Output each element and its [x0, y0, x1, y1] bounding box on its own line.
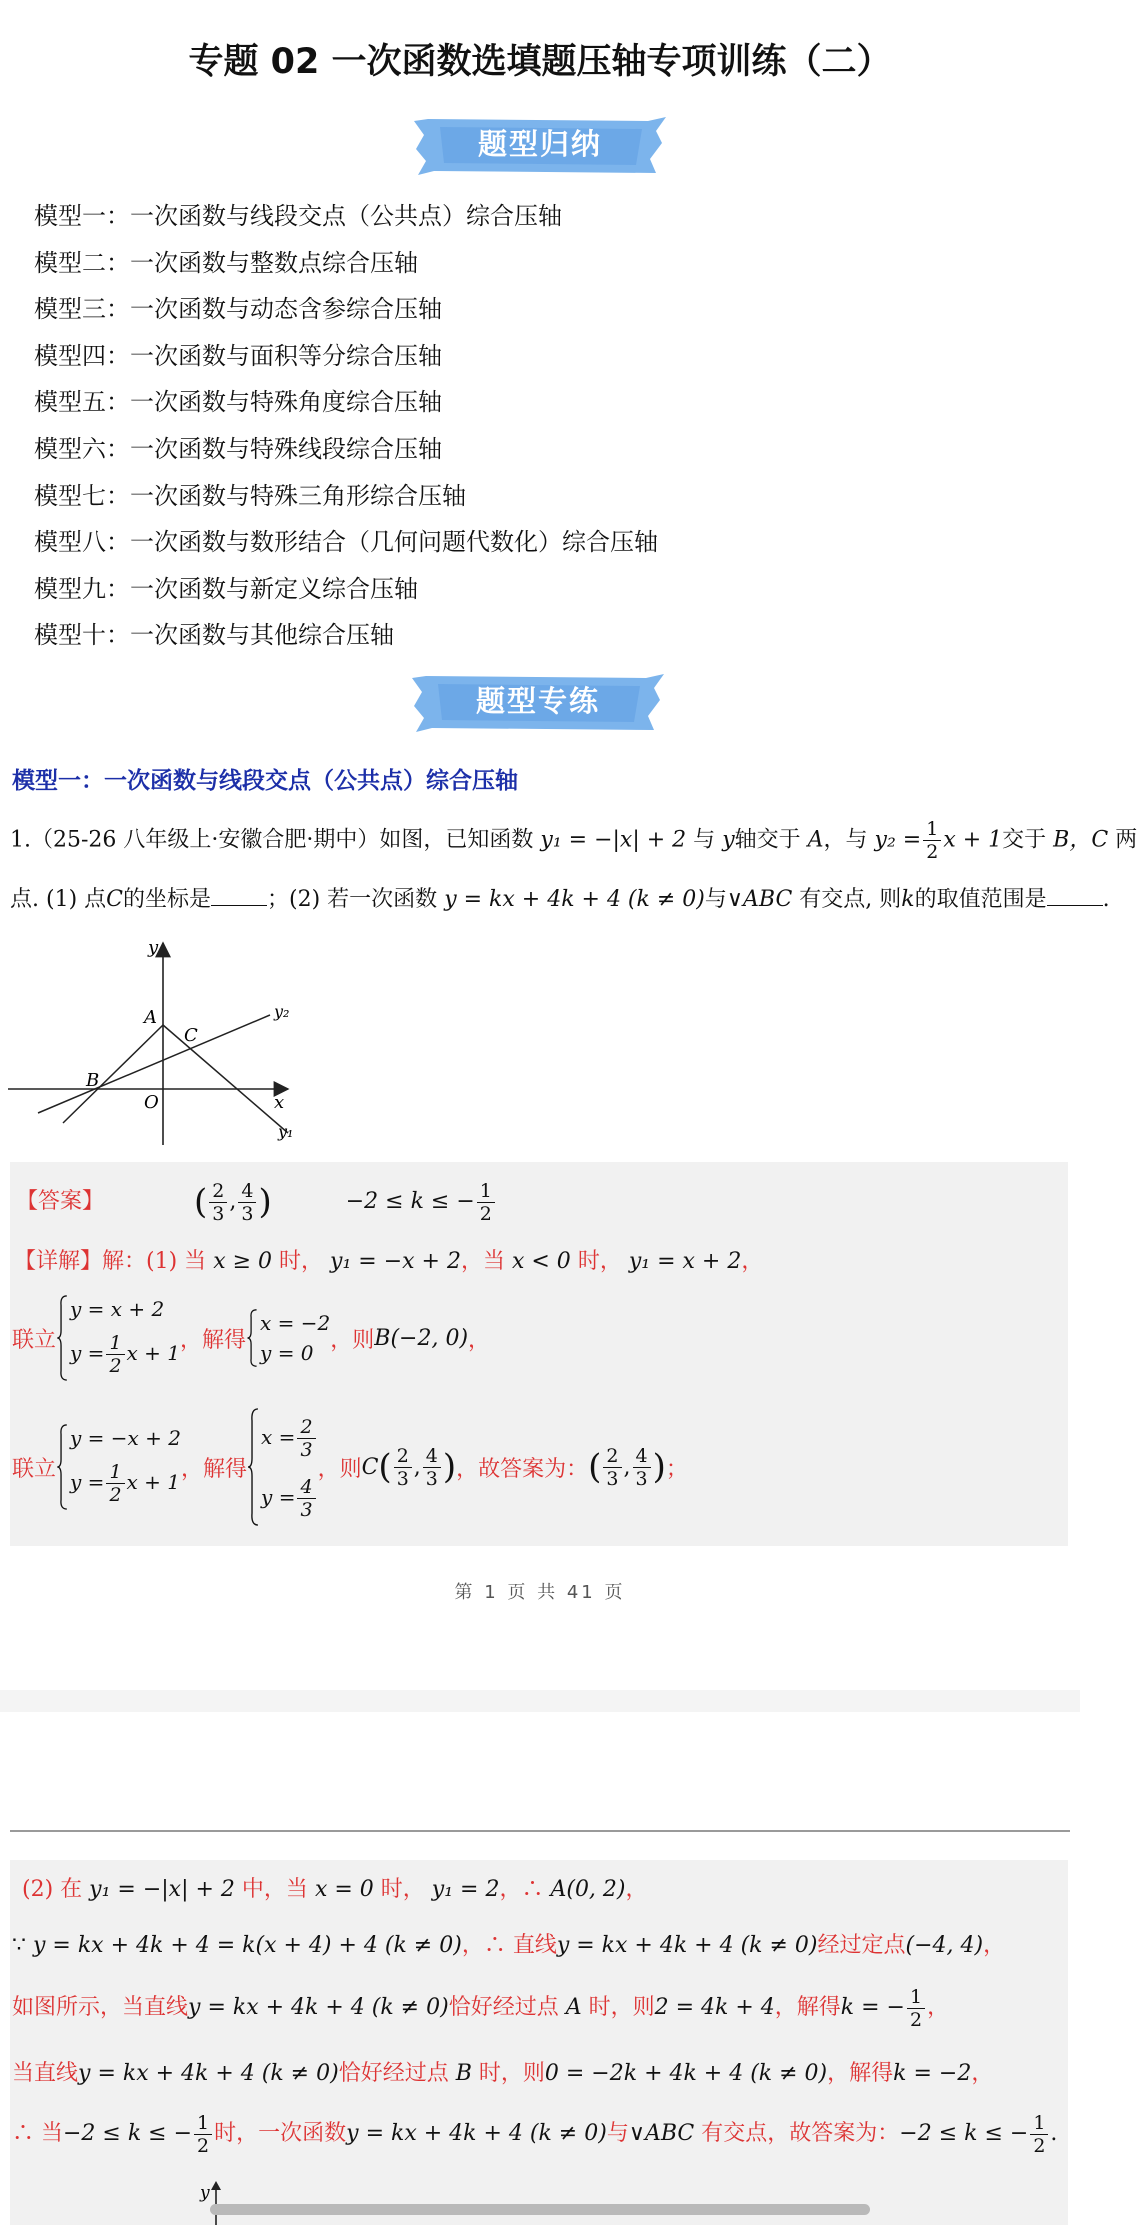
math-expr: 2 = 4k + 4 — [654, 1995, 775, 2020]
fraction — [923, 818, 941, 863]
question-text: 的取值范围是 — [914, 887, 1047, 912]
math-point: C — [106, 887, 123, 912]
math-expr: x = — [261, 1425, 296, 1449]
equation-system — [56, 1423, 181, 1511]
detail-line-2 — [12, 1288, 490, 1388]
fraction — [297, 1416, 315, 1461]
equation-system — [56, 1294, 180, 1382]
detail-text: 中，当 — [241, 1877, 308, 1902]
fraction — [633, 1445, 651, 1490]
detail-text: ， — [625, 1877, 648, 1902]
math-expr: y₁ = −x + 2 — [330, 1249, 461, 1274]
detail-text: ， — [927, 1995, 950, 2020]
fraction — [603, 1445, 621, 1490]
detail-text: ，故答案为： — [456, 1456, 589, 1482]
list-item: 模型九：一次函数与新定义综合压轴 — [34, 574, 418, 603]
detail-text: . — [1050, 2121, 1058, 2146]
list-item: 模型一：一次函数与线段交点（公共点）综合压轴 — [34, 202, 562, 230]
fraction — [209, 1180, 227, 1225]
graph-x-label: x — [274, 1092, 285, 1113]
math-expr: A(0, 2) — [550, 1877, 626, 1902]
math-expr: A — [565, 1995, 582, 2020]
fraction — [423, 1445, 441, 1490]
graph-point-c: C — [184, 1025, 198, 1046]
detail-text: ， — [971, 2061, 994, 2086]
frac-num: 1 — [907, 1986, 925, 2009]
math-expr: y = — [70, 1470, 105, 1494]
fraction — [477, 1180, 495, 1225]
math-var: y — [722, 827, 735, 853]
answer-tag: 【答案】 — [16, 1189, 105, 1214]
math-expr: y₁ = x + 2 — [628, 1249, 742, 1274]
system-row: y = −x + 2 — [70, 1426, 182, 1450]
question-text: 与 — [693, 827, 716, 853]
math-expr: x < 0 — [511, 1249, 571, 1274]
frac-num: 1 — [477, 1180, 495, 1203]
frac-num: 1 — [923, 818, 941, 841]
frac-num: 4 — [423, 1445, 441, 1468]
page-break — [0, 1690, 1080, 1712]
question-line-2 — [10, 880, 1110, 920]
math-expr: y = kx + 4k + 4 (k ≠ 0) — [188, 1995, 449, 2020]
p2-line-2 — [12, 1928, 1005, 1959]
answer-line: 【答案】 ( $\frac{2}{3}$ , $\frac{4}{3}$ ) −2 ≤ k ≤ − $\frac{1}{2}$ — [16, 1172, 497, 1232]
graph-y2-label: y₂ — [274, 1002, 290, 1021]
frac-num: 1 — [1030, 2112, 1048, 2135]
p2-line-5 — [12, 2104, 1057, 2164]
frac-den: 2 — [197, 2134, 210, 2157]
detail-text: ，∴ — [499, 1877, 544, 1902]
scrollbar[interactable] — [210, 2204, 870, 2215]
frac-num: 2 — [209, 1180, 227, 1203]
math-var: k — [901, 887, 915, 912]
question-text: 的坐标是 — [123, 887, 212, 912]
frac-num: 2 — [394, 1445, 412, 1468]
math-expr: x = 0 — [314, 1877, 374, 1902]
math-expr: y = kx + 4k + 4 (k ≠ 0) — [78, 2061, 339, 2086]
math-expr: y₁ = −|x| + 2 — [89, 1877, 235, 1902]
brace-icon — [246, 1308, 258, 1368]
summary-banner — [410, 113, 670, 179]
detail-text: 时， — [380, 1877, 425, 1902]
detail-text: 时，则 — [478, 2061, 545, 2086]
list-item: 模型四：一次函数与面积等分综合压轴 — [34, 341, 442, 370]
detail-text: ，解得 — [827, 2061, 894, 2086]
detail-text: (2) 在 — [22, 1877, 83, 1902]
fraction — [106, 1461, 124, 1506]
detail-text: ， — [741, 1249, 764, 1274]
detail-text: ，∴ 直线 — [461, 1933, 557, 1958]
question-text: ；(2) 若一次函数 — [267, 887, 438, 912]
math-expr: C — [361, 1454, 379, 1480]
frac-den: 2 — [109, 1484, 122, 1506]
detail-text: ，则 — [330, 1327, 375, 1353]
detail-text: 时， — [279, 1249, 324, 1274]
detail-text: ，则 — [317, 1456, 362, 1482]
math-expr: −2 ≤ k ≤ − — [899, 2121, 1029, 2146]
frac-den: 3 — [212, 1202, 225, 1225]
list-item: 模型三：一次函数与动态含参综合压轴 — [34, 295, 442, 324]
question-text: 点. (1) 点 — [10, 887, 107, 912]
frac-num: 4 — [297, 1476, 315, 1499]
detail-text: 时， — [577, 1249, 622, 1274]
frac-num: 1 — [194, 2112, 212, 2135]
question-text: 如图，已知函数 — [379, 827, 534, 853]
frac-num: 4 — [633, 1445, 651, 1468]
math-expr: k = −2 — [893, 2061, 972, 2086]
frac-den: 3 — [241, 1202, 254, 1225]
y1-right-line — [163, 1025, 288, 1133]
frac-den: 3 — [425, 1467, 438, 1490]
answer-blank — [1047, 883, 1103, 906]
question-text: ，与 — [823, 827, 868, 853]
math-expr: B(−2, 0) — [374, 1325, 469, 1351]
page-divider — [10, 1830, 1070, 1832]
answer-panel-continued — [10, 1860, 1068, 2225]
answer-range: −2 ≤ k ≤ − — [345, 1189, 475, 1214]
frac-den: 2 — [109, 1355, 122, 1377]
fraction — [106, 1332, 124, 1377]
math-y1: y₁ = −|x| + 2 — [540, 827, 687, 853]
summary-banner-label: 题型归纳 — [477, 127, 602, 161]
detail-text: 联立 — [12, 1456, 57, 1482]
detail-text: 恰好经过点 — [338, 2061, 449, 2086]
math-y2: y₂ = — [874, 827, 922, 853]
frac-num: 4 — [238, 1180, 256, 1203]
detail-text: 联立 — [12, 1327, 57, 1353]
detail-tag: 【详解】 — [14, 1249, 103, 1274]
frac-den: 3 — [300, 1439, 313, 1461]
system-row — [70, 1324, 180, 1382]
detail-text: ； — [665, 1456, 688, 1482]
fraction — [1030, 2112, 1048, 2157]
math-expr: y = kx + 4k + 4 = k(x + 4) + 4 (k ≠ 0) — [33, 1933, 462, 1958]
system-row: y = x + 2 — [70, 1297, 165, 1321]
question-text: 与 — [704, 887, 727, 912]
graph-point-b: B — [86, 1070, 100, 1091]
question-number: 1. — [10, 827, 31, 853]
math-expr: x + 1 — [126, 1470, 181, 1494]
fraction — [238, 1180, 256, 1225]
graph-y-label: y — [200, 2183, 210, 2203]
system-row: y = 0 — [260, 1341, 314, 1365]
math-expr: y = — [70, 1341, 105, 1365]
detail-text: 时，一次函数 — [214, 2121, 347, 2146]
fraction — [297, 1476, 315, 1521]
question-text: 交于 — [1002, 827, 1047, 853]
math-expr: x ≥ 0 — [213, 1249, 273, 1274]
graph-origin-label: O — [144, 1092, 159, 1113]
function-graph — [8, 935, 308, 1150]
detail-text: ，解得 — [180, 1327, 247, 1353]
fraction — [194, 2112, 212, 2157]
question-text: 两 — [1115, 827, 1137, 853]
math-point: A — [807, 827, 824, 853]
list-item: 模型十：一次函数与其他综合压轴 — [34, 621, 394, 650]
model-list — [34, 198, 658, 664]
question-text: . — [1102, 887, 1110, 912]
math-expr: (−4, 4) — [905, 1933, 984, 1958]
detail-text: 与 — [606, 2121, 629, 2146]
frac-num: 2 — [297, 1416, 315, 1439]
math-expr: y₁ = 2 — [431, 1877, 500, 1902]
question-text: 轴交于 — [734, 827, 801, 853]
list-item: 模型五：一次函数与特殊角度综合压轴 — [34, 388, 442, 417]
math-point: B，C — [1053, 827, 1109, 853]
detail-text: 当直线 — [12, 2061, 79, 2086]
math-expr: y = kx + 4k + 4 (k ≠ 0) — [346, 2121, 607, 2146]
frac-den: 2 — [1033, 2134, 1046, 2157]
math-expr: B — [455, 2061, 472, 2086]
solution-system — [247, 1407, 318, 1527]
partial-graph — [196, 2178, 236, 2225]
frac-den: 3 — [606, 1467, 619, 1490]
frac-den: 2 — [909, 2008, 923, 2031]
page-title: 专题 02 一次函数选填题压轴专项训练（二） — [188, 42, 892, 82]
math-y2: x + 1 — [943, 827, 1003, 853]
system-row: x = −2 — [260, 1311, 331, 1335]
list-item: 模型六：一次函数与特殊线段综合压轴 — [34, 434, 442, 463]
detail-text: 时，则 — [588, 1995, 655, 2020]
detail-text: ∴ 当 — [12, 2121, 63, 2146]
p2-line-3 — [12, 1978, 949, 2038]
solution-system — [246, 1308, 330, 1368]
practice-banner — [408, 670, 668, 736]
graph-y-label: y — [148, 937, 159, 958]
graph-y1-label: y₁ — [278, 1122, 294, 1141]
fraction — [907, 1986, 925, 2031]
fraction — [394, 1445, 412, 1490]
detail-text: 恰好经过点 — [448, 1995, 559, 2020]
brace-icon — [247, 1407, 259, 1527]
detail-text: ，当 — [460, 1249, 505, 1274]
brace-icon — [56, 1294, 68, 1382]
practice-banner-label: 题型专练 — [475, 684, 600, 718]
math-expr: k = − — [840, 1995, 905, 2020]
detail-text: ， — [983, 1933, 1006, 1958]
frac-den: 3 — [396, 1467, 409, 1490]
math-expr: y = — [261, 1485, 296, 1509]
list-item: 模型二：一次函数与整数点综合压轴 — [34, 248, 418, 277]
math-triangle: ∨ABC — [726, 887, 793, 912]
detail-text: ，解得 — [774, 1995, 841, 2020]
brace-icon — [56, 1423, 68, 1511]
math-expr: x + 1 — [126, 1341, 181, 1365]
detail-line-1 — [14, 1244, 763, 1280]
system-row — [70, 1453, 181, 1511]
answer-blank — [211, 883, 267, 906]
frac-den: 2 — [479, 1202, 492, 1225]
frac-den: 3 — [300, 1499, 313, 1521]
graph-point-a: A — [144, 1007, 157, 1028]
frac-num: 1 — [106, 1461, 124, 1484]
system-row — [261, 1467, 318, 1527]
p2-line-1 — [22, 1872, 648, 1903]
math-expr: ∨ABC — [628, 2121, 695, 2146]
frac-den: 3 — [635, 1467, 648, 1490]
frac-num: 1 — [106, 1332, 124, 1355]
math-expr: −2 ≤ k ≤ − — [63, 2121, 193, 2146]
frac-num: 2 — [603, 1445, 621, 1468]
math-expr: 0 = −2k + 4k + 4 (k ≠ 0) — [544, 2061, 828, 2086]
question-line-1 — [10, 818, 1137, 863]
list-item: 模型七：一次函数与特殊三角形综合压轴 — [34, 481, 466, 510]
detail-text: 经过定点 — [817, 1933, 906, 1958]
detail-text: 如图所示，当直线 — [12, 1995, 189, 2020]
detail-text: ∵ — [12, 1933, 26, 1958]
list-item: 模型八：一次函数与数形结合（几何问题代数化）综合压轴 — [34, 528, 658, 557]
math-fn: y = kx + 4k + 4 (k ≠ 0) — [444, 887, 705, 912]
detail-text: ，解得 — [181, 1456, 248, 1482]
system-row — [261, 1407, 318, 1467]
section-heading: 模型一：一次函数与线段交点（公共点）综合压轴 — [12, 768, 518, 794]
detail-text: 解：(1) 当 — [102, 1249, 207, 1274]
question-source: （25-26 八年级上·安徽合肥·期中） — [31, 827, 380, 853]
detail-text: ， — [468, 1327, 491, 1353]
detail-text: 有交点，故答案为： — [701, 2121, 900, 2146]
question-text: 有交点, 则 — [799, 887, 902, 912]
p2-line-4 — [12, 2056, 993, 2087]
page-footer: 第 1 页 共 41 页 — [454, 1582, 626, 1603]
frac-den: 2 — [926, 841, 939, 863]
detail-line-3: 联立 y = −x + 2 y = $\frac{1}{2}$ x + 1 ，解得 x = $\frac{2}{3}$ y = $\frac{4}{3}$ ，则 C ( $\frac{2}{3}$ , $\frac{4}{3}$ ) ，故答案为： ( $\frac{2}{3}$ , $\frac{4}{3}$ ) ； — [12, 1402, 688, 1532]
math-expr: y = kx + 4k + 4 (k ≠ 0) — [556, 1933, 818, 1958]
arrow-up-icon — [211, 2181, 221, 2190]
